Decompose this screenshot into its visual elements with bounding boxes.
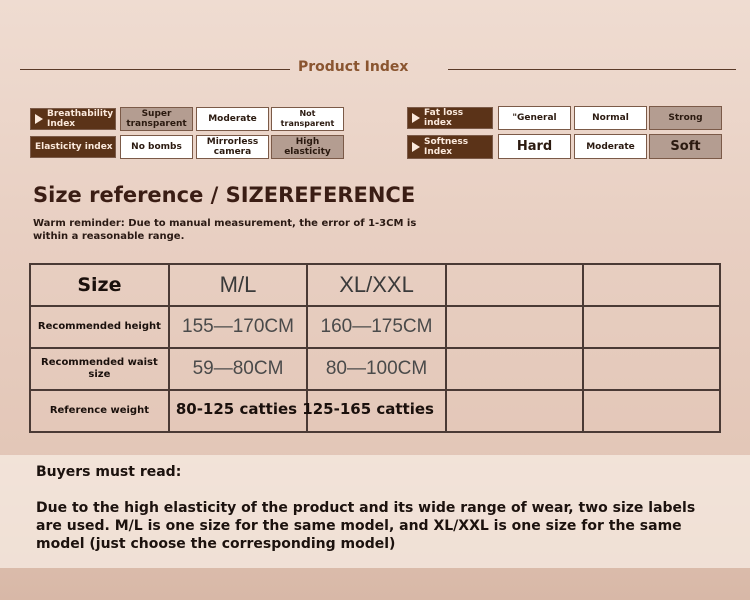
softness-option-moderate: Moderate	[574, 134, 647, 159]
table-cell-empty	[446, 306, 583, 348]
section-header	[20, 58, 736, 80]
play-arrow-icon	[412, 142, 420, 152]
buyer-notice	[0, 455, 750, 568]
softness-option-hard: Hard	[498, 134, 571, 159]
breathability-index-label: Breathability Index	[30, 108, 116, 130]
play-arrow-icon	[412, 113, 420, 123]
height-xl: 160—175CM	[307, 306, 446, 348]
row-label-height: Recommended height	[30, 306, 169, 348]
breathability-option-super-transparent: Super transparent	[120, 107, 193, 131]
fat-loss-option-strong: Strong	[649, 106, 722, 130]
divider-right	[448, 69, 736, 70]
table-row	[30, 306, 720, 348]
table-cell-empty	[583, 348, 720, 390]
header-empty-2	[583, 264, 720, 306]
elasticity-option-high-elasticity: High elasticity	[271, 135, 344, 159]
table-cell-empty	[583, 306, 720, 348]
warm-reminder: Warm reminder: Due to manual measurement, the error of 1-3CM is within a reasonable range.	[33, 218, 417, 242]
waist-xl: 80—100CM	[307, 348, 446, 390]
waist-ml: 59—80CM	[169, 348, 307, 390]
fat-loss-option-normal: Normal	[574, 106, 647, 130]
elasticity-option-mirrorless-camera: Mirrorless camera	[196, 135, 269, 159]
softness-option-soft: Soft	[649, 134, 722, 159]
height-ml: 155—170CM	[169, 306, 307, 348]
notice-heading: Buyers must read:	[36, 464, 182, 480]
table-header-row	[30, 264, 720, 306]
elasticity-index-label: Elasticity index	[30, 136, 116, 158]
row-label-waist: Recommended waist size	[30, 348, 169, 390]
page-title: Product Index	[298, 59, 409, 75]
table-cell-empty	[446, 390, 583, 432]
breathability-option-moderate: Moderate	[196, 107, 269, 131]
fat-loss-index-label: Fat loss index	[407, 107, 493, 129]
softness-index-label: Softness Index	[407, 135, 493, 159]
notice-body: Due to the high elasticity of the product and its wide range of wear, two size labels are used. M/L is one size for the same model, and XL/XXL is one size for the same model (just choose the corresponding model)	[36, 500, 696, 552]
divider-left	[20, 69, 290, 70]
table-row	[30, 390, 720, 432]
table-cell-empty	[583, 390, 720, 432]
size-table	[29, 263, 721, 433]
table-row	[30, 348, 720, 390]
elasticity-option-no-bombs: No bombs	[120, 135, 193, 159]
header-xl-xxl: XL/XXL	[307, 264, 446, 306]
size-reference-title: Size reference / SIZEREFERENCE	[33, 183, 416, 207]
row-label-weight: Reference weight	[30, 390, 169, 432]
fat-loss-option-general: "General	[498, 106, 571, 130]
weight-cell	[169, 390, 434, 432]
header-empty-1	[446, 264, 583, 306]
table-cell-empty	[446, 348, 583, 390]
play-arrow-icon	[35, 114, 43, 124]
weight-values: 80-125 catties 125-165 catties	[175, 400, 434, 418]
header-size: Size	[30, 264, 169, 306]
header-ml: M/L	[169, 264, 307, 306]
breathability-option-not-transparent: Not transparent	[271, 107, 344, 131]
